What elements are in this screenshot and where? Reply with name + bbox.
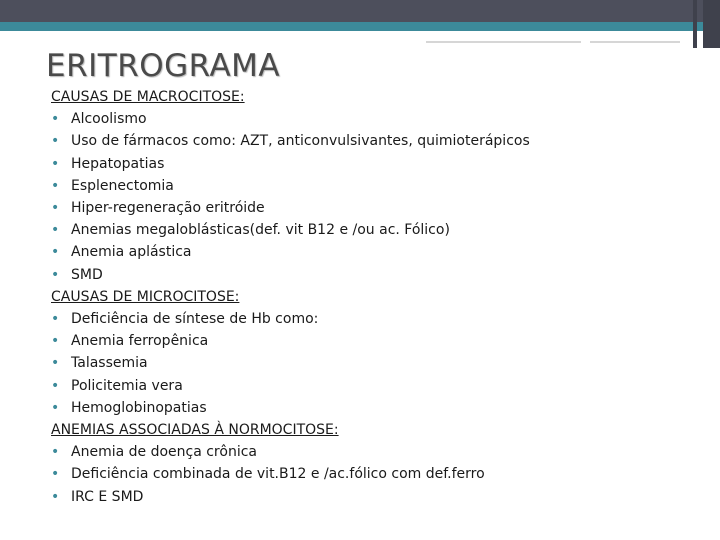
header-band xyxy=(0,0,720,22)
bullet-icon: • xyxy=(51,333,60,350)
bullet-icon: • xyxy=(51,155,60,172)
list-item-text: Deficiência combinada de vit.B12 e /ac.fólico com def.ferro xyxy=(71,466,485,483)
list-item xyxy=(51,241,701,263)
list-item xyxy=(51,486,701,508)
bullet-icon: • xyxy=(51,399,60,416)
list-item-text: Uso de fármacos como: AZT, anticonvulsivantes, quimioterápicos xyxy=(71,133,530,150)
list-item-text: Policitemia vera xyxy=(71,377,183,394)
slide-body xyxy=(51,86,701,508)
list-item-text: Talassemia xyxy=(71,355,148,372)
list-item xyxy=(51,308,701,330)
corner-bar xyxy=(703,0,720,48)
list-item xyxy=(51,264,701,286)
list-item-text: Esplenectomia xyxy=(71,177,174,194)
list-item xyxy=(51,375,701,397)
list-item xyxy=(51,153,701,175)
slide-title: ERITROGRAMA xyxy=(46,48,281,84)
list-item xyxy=(51,130,701,152)
header-accent-stripe xyxy=(0,22,720,31)
bullet-icon: • xyxy=(51,444,60,461)
bullet-icon: • xyxy=(51,177,60,194)
title-rule xyxy=(590,41,680,43)
bullet-icon: • xyxy=(51,133,60,150)
list-item xyxy=(51,197,701,219)
list-item-text: IRC E SMD xyxy=(71,488,144,505)
list-item xyxy=(51,441,701,463)
corner-bar xyxy=(693,0,697,48)
list-item-text: Anemia de doença crônica xyxy=(71,444,257,461)
list-item-text: SMD xyxy=(71,266,103,283)
section-heading: CAUSAS DE MACROCITOSE: xyxy=(51,89,245,105)
bullet-icon: • xyxy=(51,244,60,261)
bullet-icon: • xyxy=(51,111,60,128)
list-item xyxy=(51,397,701,419)
bullet-icon: • xyxy=(51,488,60,505)
list-item xyxy=(51,352,701,374)
bullet-icon: • xyxy=(51,466,60,483)
bullet-icon: • xyxy=(51,266,60,283)
list-item xyxy=(51,219,701,241)
list-item-text: Anemia ferropênica xyxy=(71,333,209,350)
list-item xyxy=(51,330,701,352)
bullet-icon: • xyxy=(51,200,60,217)
list-item-text: Alcoolismo xyxy=(71,111,147,128)
list-item-text: Hiper-regeneração eritróide xyxy=(71,200,265,217)
bullet-icon: • xyxy=(51,311,60,328)
list-item xyxy=(51,175,701,197)
section-heading: CAUSAS DE MICROCITOSE: xyxy=(51,288,240,305)
list-item xyxy=(51,108,701,130)
list-item xyxy=(51,463,701,485)
list-item-text: Anemias megaloblásticas(def. vit B12 e /ou ac. Fólico) xyxy=(71,222,450,239)
list-item-text: Hepatopatias xyxy=(71,155,165,172)
title-rule xyxy=(426,41,581,43)
section-heading: ANEMIAS ASSOCIADAS À NORMOCITOSE: xyxy=(51,422,339,439)
list-item-text: Hemoglobinopatias xyxy=(71,399,207,416)
list-item-text: Anemia aplástica xyxy=(71,244,192,261)
bullet-icon: • xyxy=(51,377,60,394)
bullet-icon: • xyxy=(51,355,60,372)
bullet-icon: • xyxy=(51,222,60,239)
list-item-text: Deficiência de síntese de Hb como: xyxy=(71,311,319,328)
